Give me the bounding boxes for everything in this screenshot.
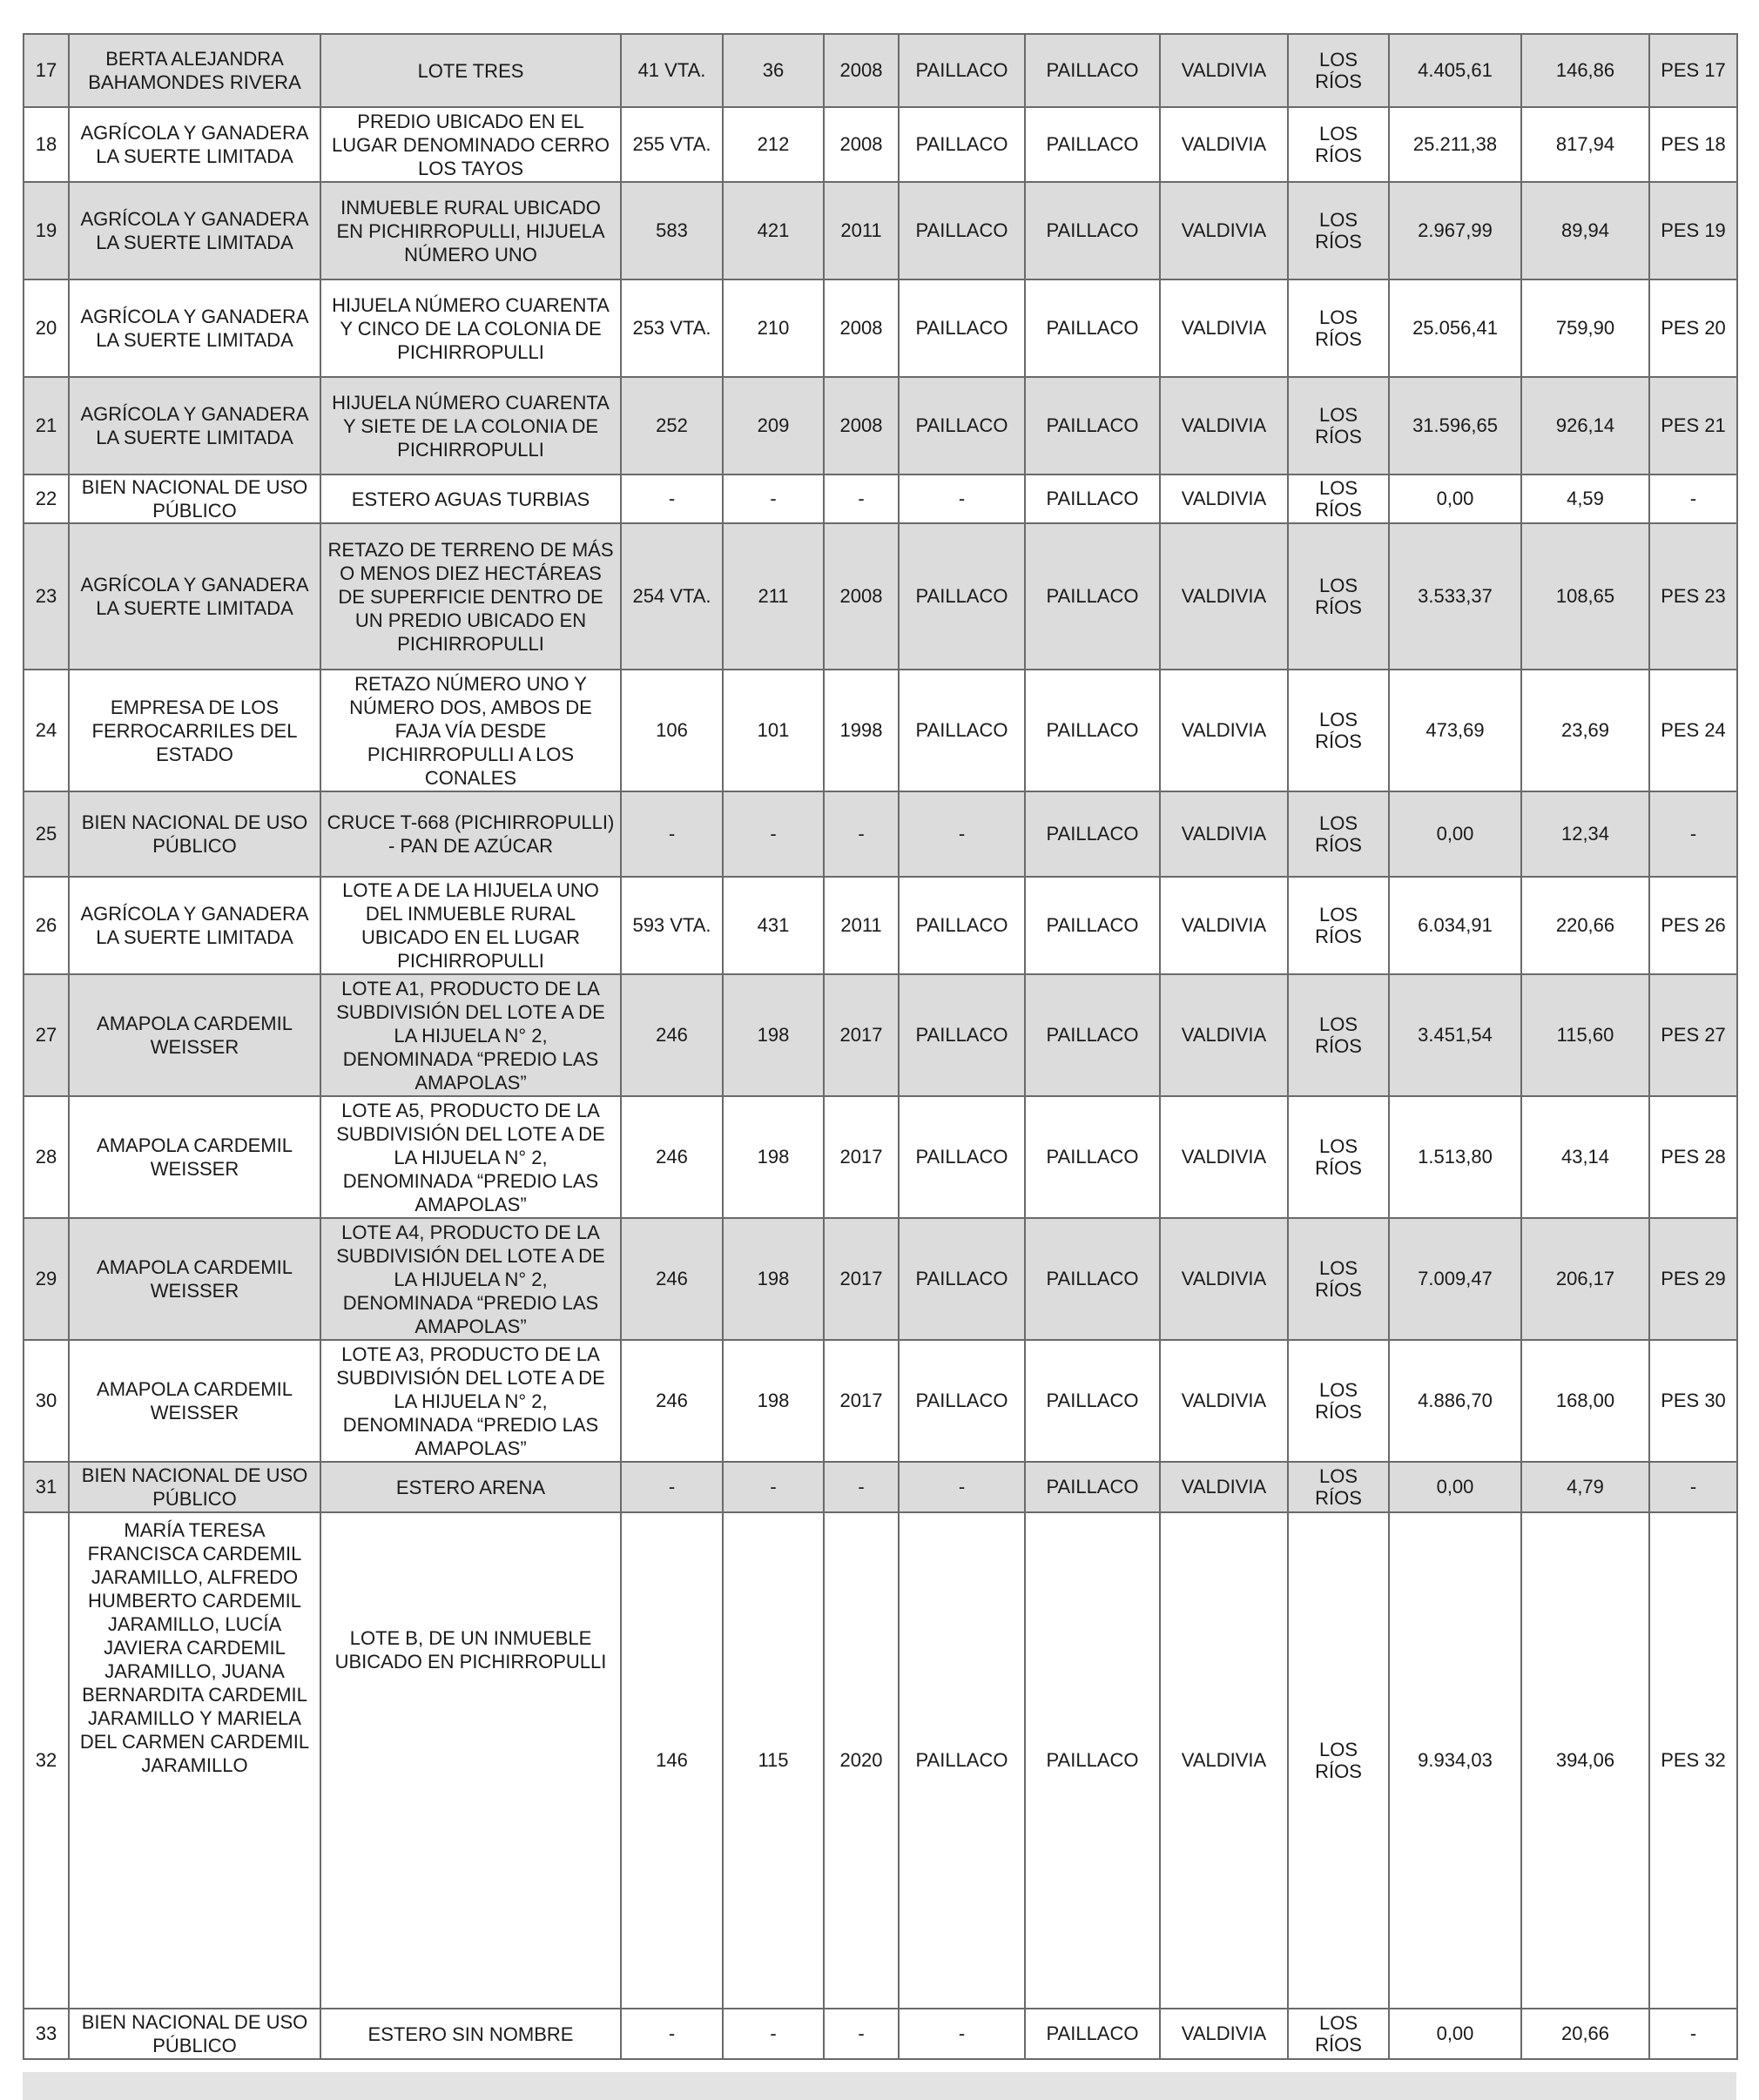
region-cell: LOS RÍOS — [1288, 107, 1389, 182]
cbr-cell: PAILLACO — [899, 523, 1025, 670]
plan-code-cell: PES 28 — [1649, 1096, 1737, 1218]
region-cell: LOS RÍOS — [1288, 1512, 1389, 2009]
table-row — [24, 1096, 1737, 1218]
plan-code-cell: PES 17 — [1649, 34, 1737, 107]
region-cell: LOS RÍOS — [1288, 1218, 1389, 1340]
province-cell: VALDIVIA — [1160, 791, 1288, 877]
cbr-cell: - — [899, 475, 1025, 523]
cbr-cell: - — [899, 1462, 1025, 1512]
comuna-cell: PAILLACO — [1025, 1462, 1160, 1512]
owner-name-cell: AMAPOLA CARDEMIL WEISSER — [69, 1218, 320, 1340]
owner-name-cell: BIEN NACIONAL DE USO PÚBLICO — [69, 1462, 320, 1512]
province-cell: VALDIVIA — [1160, 670, 1288, 791]
property-description-cell: ESTERO AGUAS TURBIAS — [320, 475, 621, 523]
inscription-number-cell: 198 — [723, 1096, 824, 1218]
table-row — [24, 1462, 1737, 1512]
cbr-cell: PAILLACO — [899, 1340, 1025, 1462]
cbr-cell: PAILLACO — [899, 34, 1025, 107]
table-row — [24, 2009, 1737, 2059]
surface-m2-cell: 0,00 — [1389, 2009, 1521, 2059]
row-number-cell: 31 — [24, 1462, 69, 1512]
table-row — [24, 974, 1737, 1096]
fojas-cell: 146 — [621, 1512, 723, 2009]
region-cell: LOS RÍOS — [1288, 182, 1389, 279]
inscription-year-cell: 2017 — [824, 1096, 899, 1218]
table-row — [24, 877, 1737, 974]
inscription-number-cell: 198 — [723, 974, 824, 1096]
owner-name-cell: AMAPOLA CARDEMIL WEISSER — [69, 974, 320, 1096]
owner-name-cell: MARÍA TERESA FRANCISCA CARDEMIL JARAMILLO, ALFREDO HUMBERTO CARDEMIL JARAMILLO, LUCÍA JAVIERA CARDEMIL JARAMILLO, JUANA BERNARDITA CARDEMIL JARAMILLO Y MARIELA DEL CARMEN CARDEMIL JARAMILLO — [69, 1512, 320, 2009]
fojas-cell: - — [621, 2009, 723, 2059]
surface-2-cell: 146,86 — [1521, 34, 1649, 107]
inscription-number-cell: 212 — [723, 107, 824, 182]
inscription-year-cell: 2017 — [824, 974, 899, 1096]
table-row — [24, 670, 1737, 791]
region-cell: LOS RÍOS — [1288, 2009, 1389, 2059]
comuna-cell: PAILLACO — [1025, 1218, 1160, 1340]
province-cell: VALDIVIA — [1160, 475, 1288, 523]
owner-name-cell: AGRÍCOLA Y GANADERA LA SUERTE LIMITADA — [69, 377, 320, 475]
cbr-cell: PAILLACO — [899, 1218, 1025, 1340]
table-row — [24, 377, 1737, 475]
surface-m2-cell: 9.934,03 — [1389, 1512, 1521, 2009]
province-cell: VALDIVIA — [1160, 877, 1288, 974]
table-row — [24, 791, 1737, 877]
region-cell: LOS RÍOS — [1288, 279, 1389, 377]
region-cell: LOS RÍOS — [1288, 523, 1389, 670]
property-description-cell: LOTE A4, PRODUCTO DE LA SUBDIVISIÓN DEL LOTE A DE LA HIJUELA N° 2, DENOMINADA “PREDIO LAS AMAPOLAS” — [320, 1218, 621, 1340]
comuna-cell: PAILLACO — [1025, 877, 1160, 974]
surface-2-cell: 220,66 — [1521, 877, 1649, 974]
plan-code-cell: - — [1649, 791, 1737, 877]
plan-code-cell: PES 27 — [1649, 974, 1737, 1096]
table-row — [24, 475, 1737, 523]
inscription-year-cell: - — [824, 1462, 899, 1512]
cbr-cell: PAILLACO — [899, 377, 1025, 475]
inscription-year-cell: 2017 — [824, 1340, 899, 1462]
inscription-year-cell: 2008 — [824, 107, 899, 182]
cbr-cell: PAILLACO — [899, 1512, 1025, 2009]
property-description-cell: ESTERO ARENA — [320, 1462, 621, 1512]
surface-m2-cell: 0,00 — [1389, 1462, 1521, 1512]
surface-m2-cell: 25.211,38 — [1389, 107, 1521, 182]
inscription-year-cell: - — [824, 2009, 899, 2059]
fojas-cell: 593 VTA. — [621, 877, 723, 974]
province-cell: VALDIVIA — [1160, 523, 1288, 670]
inscription-year-cell: 1998 — [824, 670, 899, 791]
province-cell: VALDIVIA — [1160, 2009, 1288, 2059]
comuna-cell: PAILLACO — [1025, 182, 1160, 279]
property-description-cell: CRUCE T-668 (PICHIRROPULLI) - PAN DE AZÚCAR — [320, 791, 621, 877]
surface-2-cell: 394,06 — [1521, 1512, 1649, 2009]
comuna-cell: PAILLACO — [1025, 1096, 1160, 1218]
surface-2-cell: 4,59 — [1521, 475, 1649, 523]
surface-m2-cell: 31.596,65 — [1389, 377, 1521, 475]
surface-m2-cell: 0,00 — [1389, 791, 1521, 877]
property-description-cell: LOTE A DE LA HIJUELA UNO DEL INMUEBLE RURAL UBICADO EN EL LUGAR PICHIRROPULLI — [320, 877, 621, 974]
region-cell: LOS RÍOS — [1288, 34, 1389, 107]
surface-2-cell: 168,00 — [1521, 1340, 1649, 1462]
comuna-cell: PAILLACO — [1025, 34, 1160, 107]
plan-code-cell: PES 29 — [1649, 1218, 1737, 1340]
fojas-cell: 583 — [621, 182, 723, 279]
inscription-number-cell: 210 — [723, 279, 824, 377]
inscription-year-cell: 2008 — [824, 523, 899, 670]
surface-2-cell: 817,94 — [1521, 107, 1649, 182]
owner-name-cell: BERTA ALEJANDRA BAHAMONDES RIVERA — [69, 34, 320, 107]
cbr-cell: PAILLACO — [899, 670, 1025, 791]
inscription-number-cell: 431 — [723, 877, 824, 974]
province-cell: VALDIVIA — [1160, 107, 1288, 182]
fojas-cell: 246 — [621, 974, 723, 1096]
fojas-cell: 254 VTA. — [621, 523, 723, 670]
inscription-number-cell: - — [723, 1462, 824, 1512]
row-number-cell: 32 — [24, 1512, 69, 2009]
surface-m2-cell: 25.056,41 — [1389, 279, 1521, 377]
owner-name-cell: AGRÍCOLA Y GANADERA LA SUERTE LIMITADA — [69, 107, 320, 182]
row-number-cell: 19 — [24, 182, 69, 279]
fojas-cell: - — [621, 1462, 723, 1512]
surface-m2-cell: 473,69 — [1389, 670, 1521, 791]
surface-2-cell: 108,65 — [1521, 523, 1649, 670]
cbr-cell: PAILLACO — [899, 1096, 1025, 1218]
property-description-cell: PREDIO UBICADO EN EL LUGAR DENOMINADO CERRO LOS TAYOS — [320, 107, 621, 182]
region-cell: LOS RÍOS — [1288, 974, 1389, 1096]
row-number-cell: 21 — [24, 377, 69, 475]
owner-name-cell: AMAPOLA CARDEMIL WEISSER — [69, 1096, 320, 1218]
plan-code-cell: PES 19 — [1649, 182, 1737, 279]
surface-m2-cell: 4.886,70 — [1389, 1340, 1521, 1462]
comuna-cell: PAILLACO — [1025, 107, 1160, 182]
province-cell: VALDIVIA — [1160, 1512, 1288, 2009]
province-cell: VALDIVIA — [1160, 182, 1288, 279]
region-cell: LOS RÍOS — [1288, 670, 1389, 791]
fojas-cell: 252 — [621, 377, 723, 475]
cbr-cell: - — [899, 2009, 1025, 2059]
row-number-cell: 17 — [24, 34, 69, 107]
inscription-year-cell: 2008 — [824, 34, 899, 107]
surface-2-cell: 23,69 — [1521, 670, 1649, 791]
region-cell: LOS RÍOS — [1288, 791, 1389, 877]
plan-code-cell: PES 23 — [1649, 523, 1737, 670]
province-cell: VALDIVIA — [1160, 1340, 1288, 1462]
province-cell: VALDIVIA — [1160, 974, 1288, 1096]
province-cell: VALDIVIA — [1160, 1218, 1288, 1340]
row-number-cell: 28 — [24, 1096, 69, 1218]
inscription-year-cell: - — [824, 475, 899, 523]
province-cell: VALDIVIA — [1160, 34, 1288, 107]
owner-name-cell: BIEN NACIONAL DE USO PÚBLICO — [69, 475, 320, 523]
plan-code-cell: PES 32 — [1649, 1512, 1737, 2009]
comuna-cell: PAILLACO — [1025, 670, 1160, 791]
owner-name-cell: AGRÍCOLA Y GANADERA LA SUERTE LIMITADA — [69, 279, 320, 377]
fojas-cell: 255 VTA. — [621, 107, 723, 182]
row-number-cell: 29 — [24, 1218, 69, 1340]
region-cell: LOS RÍOS — [1288, 1462, 1389, 1512]
surface-m2-cell: 4.405,61 — [1389, 34, 1521, 107]
table-row — [24, 182, 1737, 279]
inscription-number-cell: 36 — [723, 34, 824, 107]
row-number-cell: 23 — [24, 523, 69, 670]
cbr-cell: PAILLACO — [899, 877, 1025, 974]
plan-code-cell: PES 18 — [1649, 107, 1737, 182]
surface-m2-cell: 1.513,80 — [1389, 1096, 1521, 1218]
owner-name-cell: EMPRESA DE LOS FERROCARRILES DEL ESTADO — [69, 670, 320, 791]
province-cell: VALDIVIA — [1160, 1462, 1288, 1512]
row-number-cell: 22 — [24, 475, 69, 523]
plan-code-cell: PES 24 — [1649, 670, 1737, 791]
row-number-cell: 20 — [24, 279, 69, 377]
region-cell: LOS RÍOS — [1288, 475, 1389, 523]
surface-2-cell: 89,94 — [1521, 182, 1649, 279]
plan-code-cell: PES 26 — [1649, 877, 1737, 974]
inscription-number-cell: 421 — [723, 182, 824, 279]
fojas-cell: 253 VTA. — [621, 279, 723, 377]
inscription-year-cell: 2008 — [824, 279, 899, 377]
comuna-cell: PAILLACO — [1025, 377, 1160, 475]
property-description-cell: LOTE A1, PRODUCTO DE LA SUBDIVISIÓN DEL LOTE A DE LA HIJUELA N° 2, DENOMINADA “PREDIO LAS AMAPOLAS” — [320, 974, 621, 1096]
owner-name-cell: AGRÍCOLA Y GANADERA LA SUERTE LIMITADA — [69, 877, 320, 974]
fojas-cell: 106 — [621, 670, 723, 791]
cbr-cell: PAILLACO — [899, 279, 1025, 377]
inscription-year-cell: 2017 — [824, 1218, 899, 1340]
surface-m2-cell: 2.967,99 — [1389, 182, 1521, 279]
owner-name-cell: AMAPOLA CARDEMIL WEISSER — [69, 1340, 320, 1462]
region-cell: LOS RÍOS — [1288, 1096, 1389, 1218]
plan-code-cell: - — [1649, 1462, 1737, 1512]
province-cell: VALDIVIA — [1160, 1096, 1288, 1218]
inscription-number-cell: - — [723, 791, 824, 877]
table-row — [24, 1218, 1737, 1340]
table-row — [24, 523, 1737, 670]
plan-code-cell: - — [1649, 2009, 1737, 2059]
inscription-number-cell: 101 — [723, 670, 824, 791]
region-cell: LOS RÍOS — [1288, 1340, 1389, 1462]
row-number-cell: 27 — [24, 974, 69, 1096]
row-number-cell: 24 — [24, 670, 69, 791]
inscription-year-cell: 2008 — [824, 377, 899, 475]
surface-2-cell: 759,90 — [1521, 279, 1649, 377]
surface-2-cell: 926,14 — [1521, 377, 1649, 475]
plan-code-cell: PES 21 — [1649, 377, 1737, 475]
surface-m2-cell: 7.009,47 — [1389, 1218, 1521, 1340]
table-row — [24, 34, 1737, 107]
inscription-year-cell: 2011 — [824, 877, 899, 974]
fojas-cell: - — [621, 791, 723, 877]
comuna-cell: PAILLACO — [1025, 791, 1160, 877]
surface-m2-cell: 0,00 — [1389, 475, 1521, 523]
row-number-cell: 33 — [24, 2009, 69, 2059]
inscription-number-cell: 198 — [723, 1218, 824, 1340]
property-description-cell: LOTE A5, PRODUCTO DE LA SUBDIVISIÓN DEL LOTE A DE LA HIJUELA N° 2, DENOMINADA “PREDIO LAS AMAPOLAS” — [320, 1096, 621, 1218]
surface-m2-cell: 6.034,91 — [1389, 877, 1521, 974]
cbr-cell: PAILLACO — [899, 182, 1025, 279]
surface-m2-cell: 3.451,54 — [1389, 974, 1521, 1096]
row-number-cell: 30 — [24, 1340, 69, 1462]
fojas-cell: - — [621, 475, 723, 523]
comuna-cell: PAILLACO — [1025, 1512, 1160, 2009]
parcel-table — [23, 33, 1738, 2060]
surface-2-cell: 43,14 — [1521, 1096, 1649, 1218]
comuna-cell: PAILLACO — [1025, 1340, 1160, 1462]
comuna-cell: PAILLACO — [1025, 974, 1160, 1096]
inscription-number-cell: 198 — [723, 1340, 824, 1462]
owner-name-cell: BIEN NACIONAL DE USO PÚBLICO — [69, 2009, 320, 2059]
property-description-cell: LOTE TRES — [320, 34, 621, 107]
comuna-cell: PAILLACO — [1025, 523, 1160, 670]
inscription-year-cell: - — [824, 791, 899, 877]
inscription-number-cell: 211 — [723, 523, 824, 670]
province-cell: VALDIVIA — [1160, 377, 1288, 475]
cbr-cell: - — [899, 791, 1025, 877]
comuna-cell: PAILLACO — [1025, 475, 1160, 523]
surface-2-cell: 12,34 — [1521, 791, 1649, 877]
row-number-cell: 26 — [24, 877, 69, 974]
inscription-number-cell: 209 — [723, 377, 824, 475]
inscription-year-cell: 2020 — [824, 1512, 899, 2009]
surface-2-cell: 206,17 — [1521, 1218, 1649, 1340]
table-row — [24, 1340, 1737, 1462]
table-row — [24, 1512, 1737, 2009]
page-footer-band — [23, 2072, 1736, 2100]
comuna-cell: PAILLACO — [1025, 279, 1160, 377]
plan-code-cell: PES 20 — [1649, 279, 1737, 377]
province-cell: VALDIVIA — [1160, 279, 1288, 377]
inscription-number-cell: - — [723, 2009, 824, 2059]
cbr-cell: PAILLACO — [899, 974, 1025, 1096]
fojas-cell: 246 — [621, 1218, 723, 1340]
inscription-number-cell: 115 — [723, 1512, 824, 2009]
surface-2-cell: 115,60 — [1521, 974, 1649, 1096]
property-description-cell: RETAZO NÚMERO UNO Y NÚMERO DOS, AMBOS DE FAJA VÍA DESDE PICHIRROPULLI A LOS CONALES — [320, 670, 621, 791]
property-description-cell: LOTE B, DE UN INMUEBLE UBICADO EN PICHIRROPULLI — [320, 1512, 621, 2009]
inscription-number-cell: - — [723, 475, 824, 523]
table-row — [24, 107, 1737, 182]
surface-2-cell: 4,79 — [1521, 1462, 1649, 1512]
property-description-cell: LOTE A3, PRODUCTO DE LA SUBDIVISIÓN DEL LOTE A DE LA HIJUELA N° 2, DENOMINADA “PREDIO LAS AMAPOLAS” — [320, 1340, 621, 1462]
fojas-cell: 41 VTA. — [621, 34, 723, 107]
cbr-cell: PAILLACO — [899, 107, 1025, 182]
row-number-cell: 18 — [24, 107, 69, 182]
property-description-cell: ESTERO SIN NOMBRE — [320, 2009, 621, 2059]
owner-name-cell: AGRÍCOLA Y GANADERA LA SUERTE LIMITADA — [69, 523, 320, 670]
fojas-cell: 246 — [621, 1096, 723, 1218]
property-description-cell: HIJUELA NÚMERO CUARENTA Y CINCO DE LA COLONIA DE PICHIRROPULLI — [320, 279, 621, 377]
region-cell: LOS RÍOS — [1288, 377, 1389, 475]
region-cell: LOS RÍOS — [1288, 877, 1389, 974]
inscription-year-cell: 2011 — [824, 182, 899, 279]
surface-2-cell: 20,66 — [1521, 2009, 1649, 2059]
owner-name-cell: BIEN NACIONAL DE USO PÚBLICO — [69, 791, 320, 877]
fojas-cell: 246 — [621, 1340, 723, 1462]
row-number-cell: 25 — [24, 791, 69, 877]
property-description-cell: INMUEBLE RURAL UBICADO EN PICHIRROPULLI, HIJUELA NÚMERO UNO — [320, 182, 621, 279]
property-description-cell: HIJUELA NÚMERO CUARENTA Y SIETE DE LA COLONIA DE PICHIRROPULLI — [320, 377, 621, 475]
surface-m2-cell: 3.533,37 — [1389, 523, 1521, 670]
property-description-cell: RETAZO DE TERRENO DE MÁS O MENOS DIEZ HECTÁREAS DE SUPERFICIE DENTRO DE UN PREDIO UBICADO EN PICHIRROPULLI — [320, 523, 621, 670]
owner-name-cell: AGRÍCOLA Y GANADERA LA SUERTE LIMITADA — [69, 182, 320, 279]
comuna-cell: PAILLACO — [1025, 2009, 1160, 2059]
table-row — [24, 279, 1737, 377]
plan-code-cell: PES 30 — [1649, 1340, 1737, 1462]
plan-code-cell: - — [1649, 475, 1737, 523]
